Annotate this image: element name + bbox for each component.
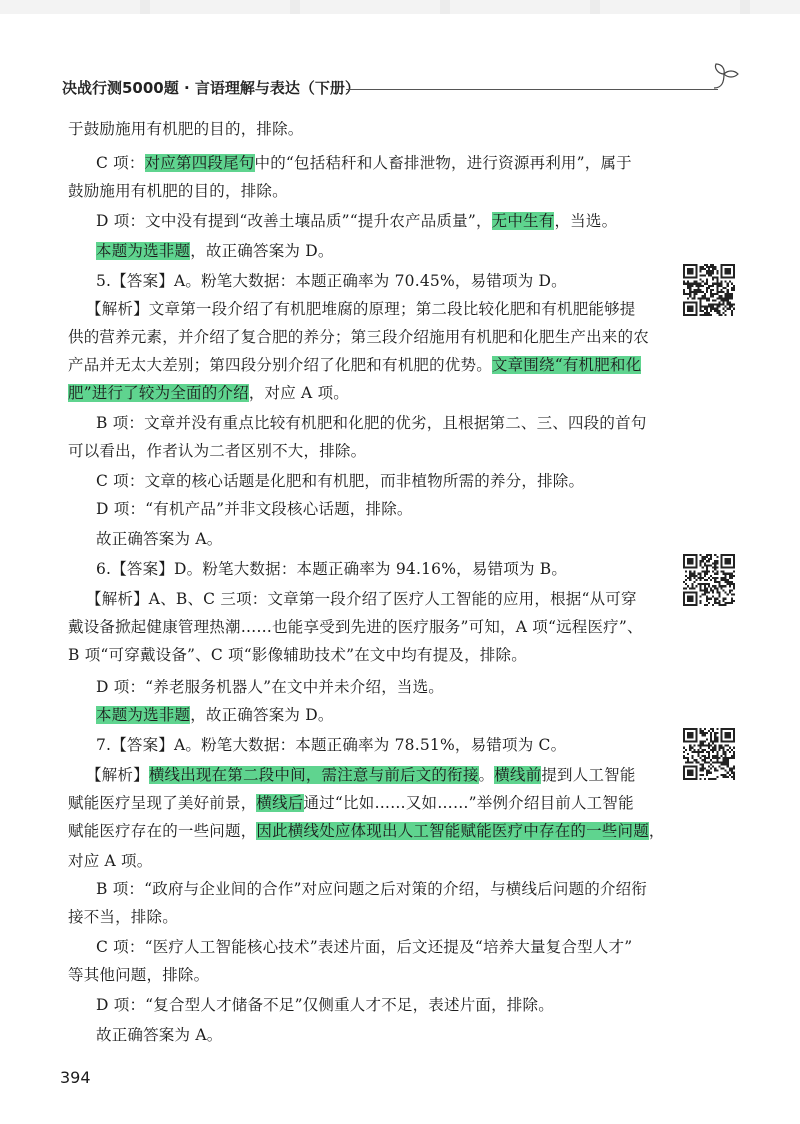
- highlighted-phrase: 无中生有: [491, 212, 555, 230]
- text-segment: B 项：文章并没有重点比较有机肥和化肥的优劣，且根据第二、三、四段的首句: [96, 414, 647, 432]
- text-line: [68, 118, 304, 140]
- text-line: [68, 850, 152, 872]
- highlighted-phrase: 本题为选非题: [96, 242, 191, 260]
- text-segment: 中的“包括秸秆和人畜排泄物，进行资源再利用”，属于: [254, 154, 632, 172]
- text-segment: D 项：“复合型人才储备不足”仅侧重人才不足，表述片面，排除。: [96, 996, 554, 1014]
- text-segment: D 项：“有机产品”并非文段核心话题，排除。: [96, 500, 413, 518]
- text-segment: 6.【答案】D。粉笔大数据：本题正确率为 94.16%，易错项为 B。: [96, 560, 568, 578]
- text-line: [96, 676, 444, 698]
- text-segment: ，故正确答案为 D。: [190, 706, 334, 724]
- text-segment: 通过“比如……又如……”举例介绍目前人工智能: [303, 794, 634, 812]
- text-line: [96, 210, 617, 232]
- text-line: [96, 994, 554, 1016]
- text-segment: 故正确答案为 A。: [96, 530, 223, 548]
- text-segment: C 项：: [96, 154, 145, 172]
- highlighted-phrase: 文章围绕“有机肥和化: [491, 356, 642, 374]
- highlighted-phrase: 横线后: [256, 794, 304, 812]
- highlighted-phrase: 肥”进行了较为全面的介绍: [68, 384, 249, 402]
- text-segment: 接不当，排除。: [68, 908, 178, 926]
- text-line: [68, 644, 527, 666]
- book-title: 决战行测5000题 · 言语理解与表达（下册）: [62, 79, 360, 97]
- text-segment: 。: [478, 766, 495, 784]
- text-segment: ，故正确答案为 D。: [190, 242, 334, 260]
- text-segment: 赋能医疗呈现了美好前景，: [68, 794, 257, 812]
- text-line: [68, 792, 634, 814]
- text-segment: 产品并无太大差别；第四段分别介绍了化肥和有机肥的优势。: [68, 356, 492, 374]
- text-line: [68, 326, 649, 348]
- text-segment: 【解析】文章第一段介绍了有机肥堆腐的原理；第二段比较化肥和有机肥能够提: [86, 300, 636, 318]
- text-line: [96, 936, 632, 958]
- qr-code-icon[interactable]: [683, 554, 735, 606]
- text-line: [86, 764, 636, 786]
- text-segment: 对应 A 项。: [68, 852, 153, 870]
- text-segment: 7.【答案】A。粉笔大数据：本题正确率为 78.51%，易错项为 C。: [96, 736, 567, 754]
- highlighted-phrase: 横线前: [494, 766, 542, 784]
- text-segment: 等其他问题，排除。: [68, 966, 210, 984]
- text-line: [96, 470, 584, 492]
- text-segment: C 项：文章的核心话题是化肥和有机肥，而非植物所需的养分，排除。: [96, 472, 585, 490]
- text-line: [68, 354, 641, 376]
- text-line: [68, 382, 349, 404]
- text-segment: 提到人工智能: [541, 766, 636, 784]
- text-segment: D 项：文中没有提到“改善土壤品质”“提升农产品质量”，: [96, 212, 492, 230]
- qr-code-icon[interactable]: [683, 728, 735, 780]
- text-segment: 供的营养元素，并介绍了复合肥的养分；第三段介绍施用有机肥和化肥生产出来的农: [68, 328, 649, 346]
- text-line: [96, 240, 334, 262]
- text-segment: ，对应 A 项。: [248, 384, 349, 402]
- text-segment: 5.【答案】A。粉笔大数据：本题正确率为 70.45%，易错项为 D。: [96, 272, 567, 290]
- text-segment: 故正确答案为 A。: [96, 1026, 223, 1044]
- text-line: [96, 528, 222, 550]
- text-line: [68, 964, 209, 986]
- text-line: [96, 412, 647, 434]
- text-line: [96, 734, 566, 756]
- text-segment: 【解析】A、B、C 三项：文章第一段介绍了医疗人工智能的应用，根据“从可穿: [86, 590, 637, 608]
- text-line: [86, 588, 637, 610]
- text-line: [86, 298, 636, 320]
- text-line: [96, 498, 413, 520]
- highlighted-phrase: 横线出现在第二段中间，需注意与前后文的衔接: [148, 766, 479, 784]
- text-line: [68, 616, 643, 638]
- text-line: [96, 270, 567, 292]
- text-line: [68, 180, 288, 202]
- text-segment: B 项：“政府与企业间的合作”对应问题之后对策的介绍，与横线后问题的介绍衔: [96, 880, 648, 898]
- text-line: [96, 878, 647, 900]
- text-line: [96, 152, 632, 174]
- text-segment: ，当选。: [554, 212, 618, 230]
- page-number: 394: [60, 1068, 91, 1087]
- text-segment: 【解析】: [86, 766, 149, 784]
- text-segment: B 项“可穿戴设备”、C 项“影像辅助技术”在文中均有提及，排除。: [68, 646, 527, 664]
- text-segment: 于鼓励施用有机肥的目的，排除。: [68, 120, 304, 138]
- text-segment: 赋能医疗存在的一些问题，: [68, 822, 257, 840]
- text-segment: D 项：“养老服务机器人”在文中并未介绍，当选。: [96, 678, 445, 696]
- text-segment: 可以看出，作者认为二者区别不大，排除。: [68, 442, 367, 460]
- text-segment: 戴设备掀起健康管理热潮……也能享受到先进的医疗服务”可知，A 项“远程医疗”、: [68, 618, 643, 636]
- highlighted-phrase: 本题为选非题: [96, 706, 191, 724]
- text-segment: C 项：“医疗人工智能核心技术”表述片面，后文还提及“培养大量复合型人才”: [96, 938, 633, 956]
- highlighted-phrase: 因此横线处应体现出人工智能赋能医疗中存在的一些问题: [256, 822, 649, 840]
- text-segment: ，: [648, 822, 665, 840]
- qr-code-icon[interactable]: [683, 264, 735, 316]
- text-line: [96, 558, 567, 580]
- text-line: [68, 906, 178, 928]
- text-line: [68, 440, 366, 462]
- text-line: [68, 820, 665, 842]
- text-line: [96, 704, 334, 726]
- text-line: [96, 1024, 222, 1046]
- highlighted-phrase: 对应第四段尾句: [144, 154, 255, 172]
- text-segment: 鼓励施用有机肥的目的，排除。: [68, 182, 288, 200]
